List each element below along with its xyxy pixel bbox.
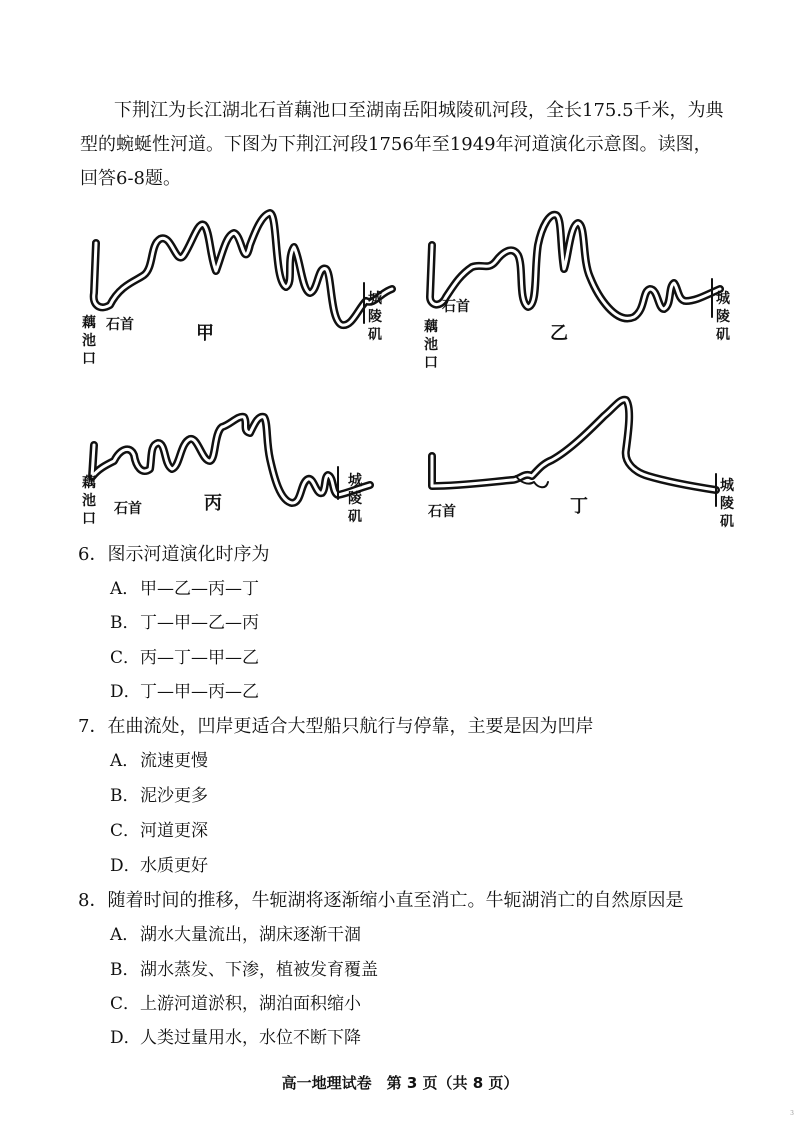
question-6-option-d xyxy=(110,677,259,702)
place-label-ouchikou-2: 池 xyxy=(82,333,96,349)
map-panel-label: 乙 xyxy=(550,323,568,344)
map-panel-label: 甲 xyxy=(196,323,214,344)
question-6-option-c xyxy=(110,643,259,668)
question-7-option-b xyxy=(110,781,208,806)
place-label-shishou: 石首 xyxy=(428,504,456,520)
intro-line-2: 型的蜿蜒性河道。下图为下荆江河段1756年至1949年河道演化示意图。读图， xyxy=(80,134,712,155)
option-text: 丙—丁—甲—乙 xyxy=(140,648,259,668)
place-label-chenglingji-1: 城 xyxy=(716,291,730,307)
place-label-chenglingji-1: 城 xyxy=(368,291,382,307)
option-letter: A． xyxy=(110,925,140,945)
option-letter: C． xyxy=(110,648,141,668)
question-7-option-a xyxy=(110,746,208,771)
option-text: 泥沙更多 xyxy=(140,786,208,806)
option-letter: B． xyxy=(110,960,140,980)
page-footer: 高一地理试卷 第 3 页（共 8 页） xyxy=(281,1074,519,1092)
place-label-ouchikou-3: 口 xyxy=(82,511,96,527)
river-map-jia xyxy=(80,205,400,380)
river-map-bing xyxy=(80,405,400,530)
intro-line-1: 下荆江为长江湖北石首藕池口至湖南岳阳城陵矶河段，全长175.5千米，为典 xyxy=(114,100,724,121)
option-text: 河道更深 xyxy=(140,821,208,841)
option-text: 水质更好 xyxy=(140,856,208,876)
map-panel-label: 丁 xyxy=(570,496,588,517)
place-label-shishou: 石首 xyxy=(442,299,470,315)
option-letter: A． xyxy=(110,579,140,599)
map-panel-label: 丙 xyxy=(204,493,222,514)
river-map-yi xyxy=(420,205,740,380)
question-7-stem: 7．在曲流处，凹岸更适合大型船只航行与停靠，主要是因为凹岸 xyxy=(78,716,594,737)
place-label-chenglingji-2: 陵 xyxy=(720,496,734,512)
question-8-option-b xyxy=(110,955,378,980)
question-8-stem: 8．随着时间的推移，牛轭湖将逐渐缩小直至消亡。牛轭湖消亡的自然原因是 xyxy=(78,890,684,911)
page-corner-mark: 3 xyxy=(790,1110,794,1117)
river-channel xyxy=(94,213,392,325)
question-6-stem: 6．图示河道演化时序为 xyxy=(78,544,270,565)
option-text: 甲—乙—丙—丁 xyxy=(140,579,259,599)
question-8-option-a xyxy=(110,920,361,945)
place-label-ouchikou-2: 池 xyxy=(82,493,96,509)
place-label-chenglingji-2: 陵 xyxy=(348,491,362,507)
place-label-shishou: 石首 xyxy=(106,317,134,333)
place-label-ouchikou-1: 藕 xyxy=(82,315,96,331)
place-label-chenglingji-3: 矶 xyxy=(720,514,734,530)
river-channel-inner xyxy=(94,213,392,325)
option-text: 湖水蒸发、下渗，植被发育覆盖 xyxy=(140,960,378,980)
place-label-chenglingji-3: 矶 xyxy=(348,509,362,525)
option-text: 丁—甲—乙—丙 xyxy=(140,613,259,633)
river-map-ding xyxy=(420,390,740,530)
option-letter: B． xyxy=(110,786,140,806)
option-text: 流速更慢 xyxy=(140,751,208,771)
option-letter: D． xyxy=(110,1028,141,1048)
question-6-option-b xyxy=(110,608,259,633)
option-text: 上游河道淤积，湖泊面积缩小 xyxy=(140,994,361,1014)
place-label-chenglingji-2: 陵 xyxy=(716,309,730,325)
option-text: 丁—甲—丙—乙 xyxy=(140,682,259,702)
place-label-chenglingji-3: 矶 xyxy=(716,327,730,343)
option-letter: C． xyxy=(110,821,141,841)
option-letter: D． xyxy=(110,682,141,702)
place-label-ouchikou-3: 口 xyxy=(82,351,96,367)
question-8-option-d xyxy=(110,1023,361,1048)
question-6-option-a xyxy=(110,574,259,599)
option-text: 人类过量用水，水位不断下降 xyxy=(140,1028,361,1048)
place-label-chenglingji-2: 陵 xyxy=(368,309,382,325)
place-label-chenglingji-3: 矶 xyxy=(368,327,382,343)
place-label-ouchikou-2: 池 xyxy=(424,337,438,353)
option-letter: A． xyxy=(110,751,140,771)
question-7-option-d xyxy=(110,851,208,876)
option-letter: C． xyxy=(110,994,141,1014)
place-label-ouchikou-1: 藕 xyxy=(82,475,96,491)
place-label-shishou: 石首 xyxy=(114,501,142,517)
question-7-option-c xyxy=(110,816,208,841)
option-letter: D． xyxy=(110,856,141,876)
question-8-option-c xyxy=(110,989,361,1014)
place-label-chenglingji-1: 城 xyxy=(720,478,734,494)
intro-line-3: 回答6-8题。 xyxy=(80,168,181,189)
place-label-ouchikou-3: 口 xyxy=(424,355,438,371)
option-letter: B． xyxy=(110,613,140,633)
place-label-ouchikou-1: 藕 xyxy=(424,319,438,335)
place-label-chenglingji-1: 城 xyxy=(348,473,362,489)
option-text: 湖水大量流出，湖床逐渐干涸 xyxy=(140,925,361,945)
